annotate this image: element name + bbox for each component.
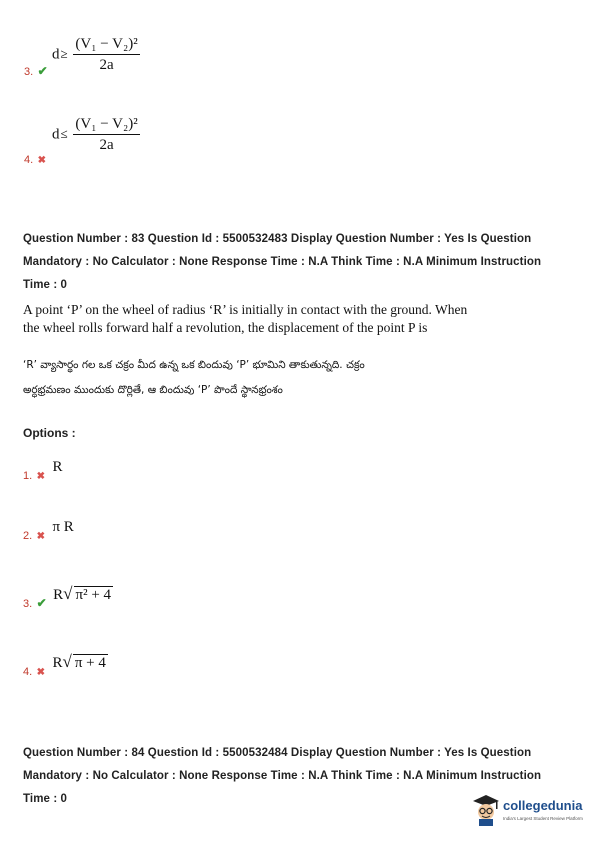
option-formula (53, 584, 113, 603)
formula-prefix: R (53, 587, 64, 603)
option-text: R (52, 459, 63, 475)
option-3[interactable] (23, 584, 113, 610)
correct-check-icon: ✔ (37, 64, 48, 78)
logo-wordmark: collegedunia (503, 798, 583, 813)
question-text-line: the wheel rolls forward half a revolution, the displacement of the point P is (23, 320, 428, 335)
question-83-text-telugu (23, 353, 583, 403)
formula-lhs: d (52, 46, 60, 63)
question-text-line: A point ‘P’ on the wheel of radius ‘R’ is initially in contact with the ground. When (23, 302, 468, 317)
meta-line: Time : 0 (23, 279, 68, 291)
option-text: π R (52, 519, 74, 535)
sqrt-radicand: π² + 4 (75, 587, 112, 603)
graduate-mascot-icon (472, 794, 500, 826)
option-number: 1. (23, 470, 33, 482)
option-number: 2. (23, 530, 33, 542)
wrong-cross-icon: ✖ (37, 155, 47, 166)
question-83-text-english (23, 301, 583, 337)
formula-prefix: R (52, 655, 63, 671)
option-1[interactable] (23, 458, 63, 482)
question-83-meta (23, 228, 583, 297)
options-heading: Options : (23, 426, 76, 440)
sqrt-symbol: √ (63, 584, 73, 603)
formula-relation: ≥ (60, 46, 68, 62)
wrong-cross-icon: ✖ (36, 471, 46, 482)
wrong-cross-icon: ✖ (36, 667, 46, 678)
option-formula (52, 652, 107, 671)
fraction-numerator: (V₁ − V₂)² (73, 116, 139, 135)
meta-line: Mandatory : No Calculator : None Response Time : N.A Think Time : N.A Minimum Instruction (23, 770, 542, 782)
meta-line: Question Number : 84 Question Id : 5500532484 Display Question Number : Yes Is Question (23, 747, 532, 759)
fraction-denominator: 2a (99, 57, 114, 73)
option-number: 3. (24, 66, 34, 78)
fraction-denominator: 2a (99, 137, 114, 153)
logo-tagline: India's Largest Student Review Platform (503, 816, 583, 821)
fraction (73, 116, 139, 154)
prev-option-4-label (24, 150, 46, 168)
fraction (73, 36, 139, 74)
meta-line: Question Number : 83 Question Id : 5500532483 Display Question Number : Yes Is Question (23, 233, 532, 245)
formula-relation: ≤ (60, 126, 68, 142)
question-text-line: ‘R’ వ్యాసార్థం గల ఒక చక్రం మీద ఉన్న ఒక బిందువు ‘P’ భూమిని తాకుతున్నది. చక్రం (23, 359, 365, 371)
fraction-numerator: (V₁ − V₂)² (73, 36, 139, 55)
collegedunia-logo (470, 792, 590, 832)
sqrt-symbol: √ (62, 652, 72, 671)
prev-option-4-formula (52, 116, 140, 154)
option-4[interactable] (23, 652, 108, 678)
meta-line: Mandatory : No Calculator : None Response Time : N.A Think Time : N.A Minimum Instruction (23, 256, 542, 268)
question-text-line: అర్ధభ్రమణం ముందుకు దొర్లితే, ఆ బిందువు ‘P’ పొందే స్థానభ్రంశం (23, 384, 283, 396)
option-number: 4. (24, 154, 34, 166)
prev-option-3-label (24, 62, 48, 80)
option-number: 4. (23, 666, 33, 678)
formula-lhs: d (52, 126, 60, 143)
correct-check-icon: ✔ (36, 596, 47, 610)
option-2[interactable] (23, 518, 74, 542)
meta-line: Time : 0 (23, 793, 68, 805)
prev-option-3-formula (52, 36, 140, 74)
option-number: 3. (23, 598, 33, 610)
wrong-cross-icon: ✖ (36, 531, 46, 542)
sqrt-radicand: π + 4 (74, 655, 106, 671)
